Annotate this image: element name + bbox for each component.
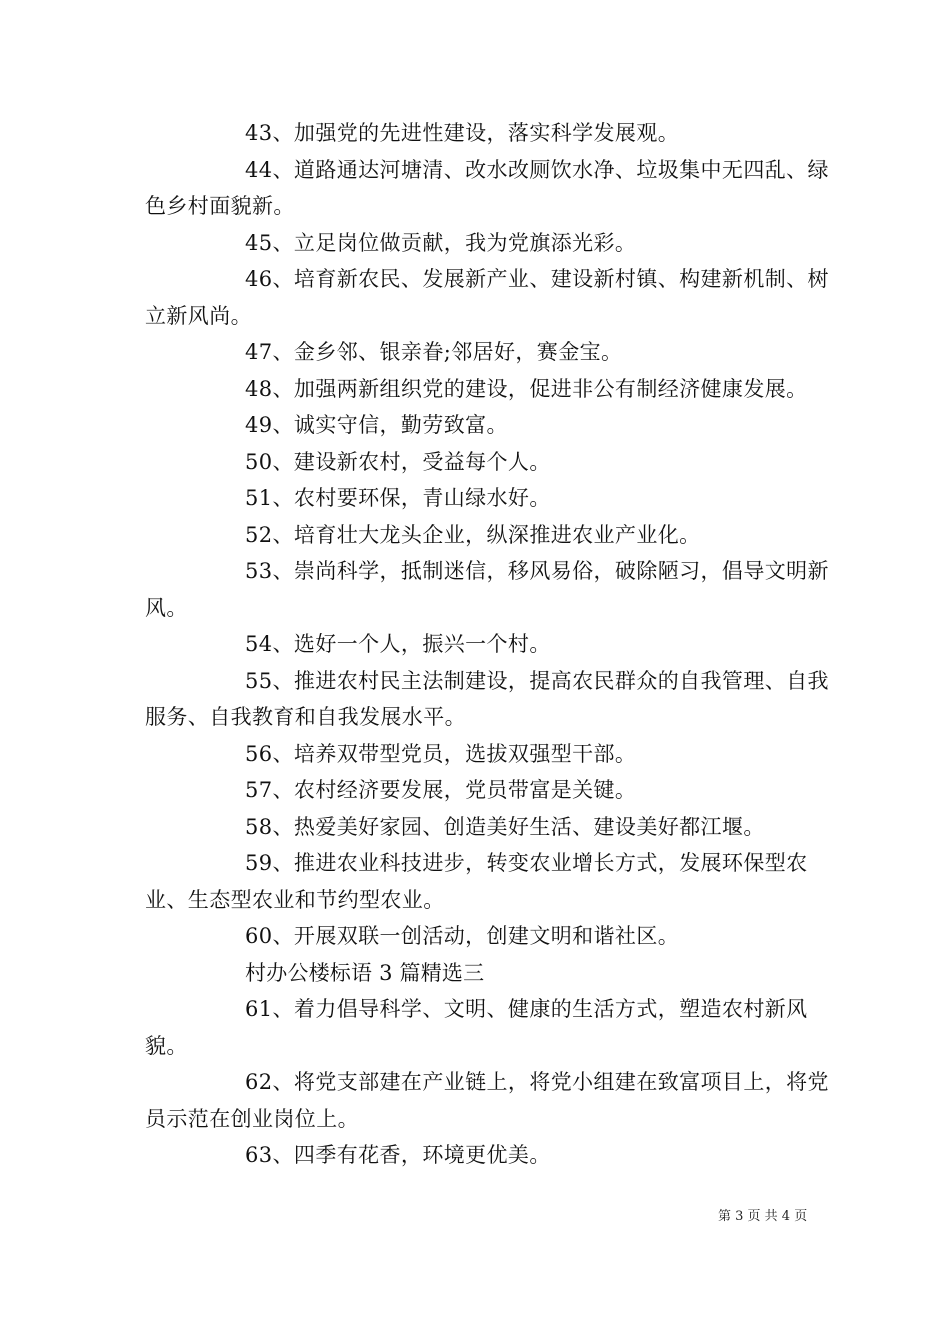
list-item: 51、农村要环保，青山绿水好。 [245,486,551,510]
list-item: 43、加强党的先进性建设，落实科学发展观。 [245,121,680,145]
list-item: 62、将党支部建在产业链上，将党小组建在致富项目上，将党员示范在创业岗位上。 [145,1070,829,1131]
document-body [0,115,950,1174]
list-item: 46、培育新农民、发展新产业、建设新村镇、构建新机制、树立新风尚。 [145,267,829,328]
list-item: 60、开展双联一创活动，创建文明和谐社区。 [245,924,680,948]
list-item: 59、推进农业科技进步，转变农业增长方式，发展环保型农业、生态型农业和节约型农业。 [145,851,808,912]
page-number-footer: 第 3 页 共 4 页 [718,1209,808,1224]
list-item: 61、着力倡导科学、文明、健康的生活方式，塑造农村新风貌。 [145,997,808,1058]
list-item: 55、推进农村民主法制建设，提高农民群众的自我管理、自我服务、自我教育和自我发展水平。 [145,668,829,729]
list-item: 49、诚实守信，勤劳致富。 [245,413,508,437]
list-item: 63、四季有花香，环境更优美。 [245,1143,551,1167]
list-item: 50、建设新农村，受益每个人。 [245,449,551,474]
list-item: 48、加强两新组织党的建设，促进非公有制经济健康发展。 [245,376,808,401]
list-item: 52、培育壮大龙头企业，纵深推进农业产业化。 [245,522,701,547]
list-item: 58、热爱美好家园、创造美好生活、建设美好都江堰。 [245,814,765,839]
list-item: 57、农村经济要发展，党员带富是关键。 [245,778,637,802]
list-item: 54、选好一个人，振兴一个村。 [245,632,551,656]
list-item: 56、培养双带型党员，选拔双强型干部。 [245,741,637,766]
list-item: 44、道路通达河塘清、改水改厕饮水净、垃圾集中无四乱、绿色乡村面貌新。 [145,157,829,218]
list-item: 47、金乡邻、银亲眷;邻居好，赛金宝。 [245,340,623,364]
list-item: 45、立足岗位做贡献，我为党旗添光彩。 [245,230,637,255]
section-heading: 村办公楼标语 3 篇精选三 [245,960,485,985]
list-item: 53、崇尚科学，抵制迷信，移风易俗，破除陋习，倡导文明新风。 [145,559,829,620]
